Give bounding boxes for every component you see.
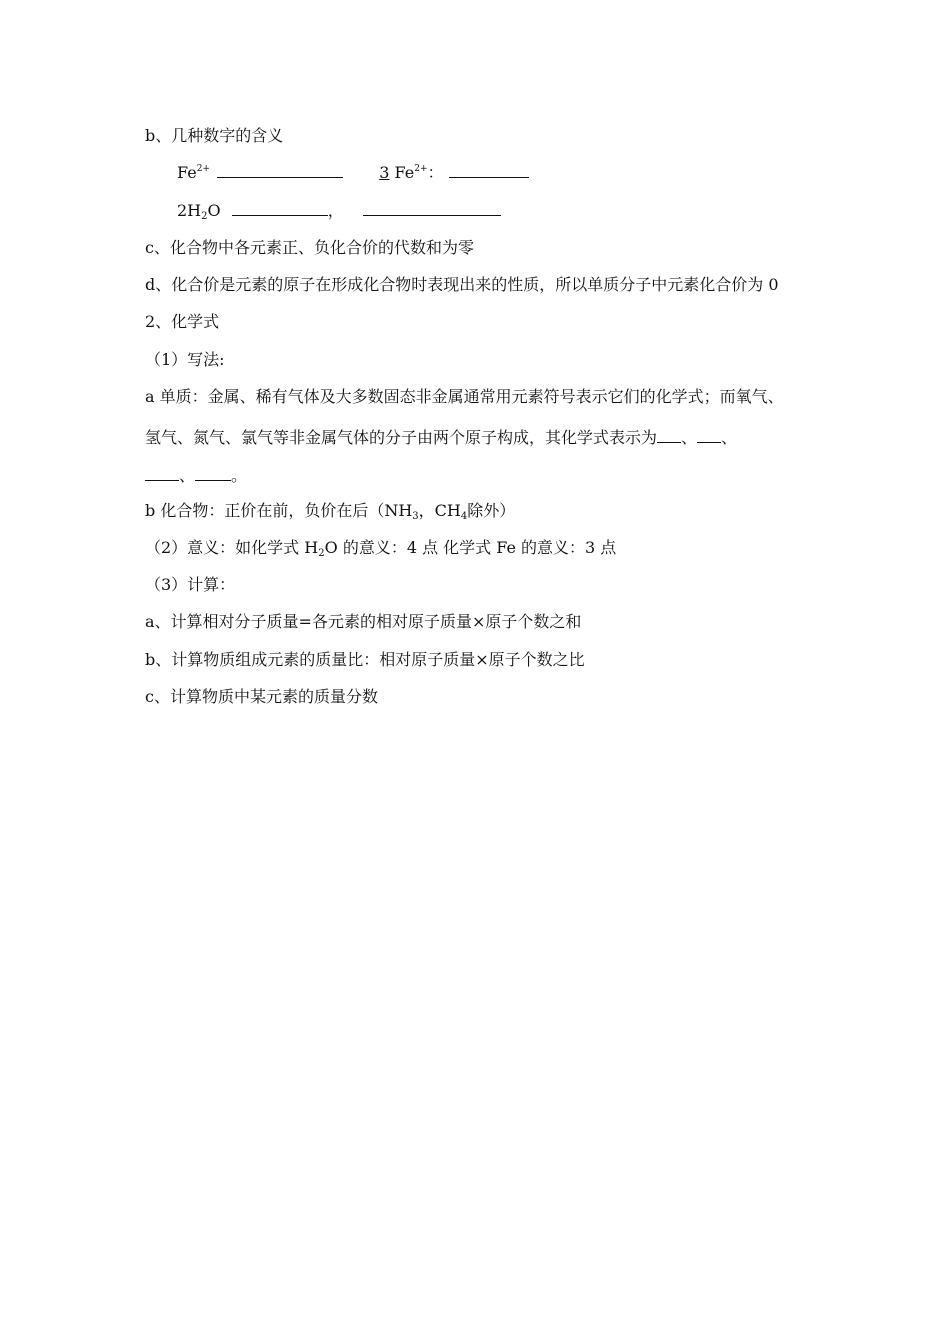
calc-b-line: b、计算物质组成元素的质量比：相对原子质量×原子个数之比 [145, 650, 585, 669]
a-line-3 [145, 466, 247, 486]
a-line-1: a 单质：金属、稀有气体及大多数固态非金属通常用元素符号表示它们的化学式；而氧气、 [145, 387, 784, 406]
calc-a-line: a、计算相对分子质量=各元素的相对原子质量×原子个数之和 [145, 612, 582, 631]
b-title: b、几种数字的含义 [145, 126, 284, 145]
meaning-line [145, 538, 616, 558]
coefficient: 3 [379, 163, 390, 182]
water-blank-2[interactable] [363, 201, 501, 216]
sub-1-title: （1）写法: [145, 350, 225, 369]
fe-ion-row [177, 163, 529, 183]
d-line: d、化合价是元素的原子在形成化合物时表现出来的性质，所以单质分子中元素化合价为 0 [145, 275, 779, 294]
meaning-lead: （2）意义：如化学式 H [145, 538, 319, 557]
b-compound-line [145, 501, 515, 521]
fe-symbol: Fe [177, 163, 197, 182]
fe-ion-blank[interactable] [217, 163, 343, 178]
meaning-tail: O 的意义：4 点 化学式 Fe 的意义：3 点 [324, 538, 617, 557]
water-row [177, 201, 501, 221]
formula-blank-4[interactable] [195, 466, 231, 481]
period: 。 [231, 466, 248, 485]
a-line-2-text: 氢气、氮气、氯气等非金属气体的分子由两个原子构成，其化学式表示为 [145, 428, 658, 447]
h2o-sub: 2 [318, 548, 325, 559]
formula-blank-3[interactable] [145, 466, 179, 481]
water-tail: O [207, 201, 221, 220]
b-compound-lead: b 化合物：正价在前，负价在后（NH [145, 501, 413, 520]
calc-c-line: c、计算物质中某元素的质量分数 [145, 687, 378, 706]
formula-blank-2[interactable] [697, 428, 721, 443]
water-comma: ， [327, 201, 344, 220]
fe-charge-2: 2+ [414, 164, 428, 174]
c-line: c、化合物中各元素正、负化合价的代数和为零 [145, 238, 474, 257]
a-line-2 [145, 428, 737, 448]
fe-charge: 2+ [196, 164, 210, 174]
section-2-title: 2、化学式 [145, 312, 220, 331]
formula-blank-1[interactable] [657, 428, 681, 443]
sub-3-title: （3）计算： [145, 575, 236, 594]
dun-2: 、 [721, 428, 738, 447]
ch4-sub: 4 [460, 511, 468, 522]
fe-symbol-2: Fe [389, 163, 415, 182]
b-compound-mid: ，CH [418, 501, 461, 520]
b-compound-tail: 除外） [467, 501, 516, 520]
water-sub: 2 [201, 211, 208, 222]
fe-coef-blank[interactable] [449, 163, 529, 178]
colon: ： [427, 163, 444, 182]
dun-1: 、 [681, 428, 698, 447]
water-blank-1[interactable] [232, 201, 328, 216]
dun-3: 、 [179, 466, 196, 485]
nh3-sub: 3 [412, 511, 419, 522]
water-lead: 2H [177, 201, 202, 220]
